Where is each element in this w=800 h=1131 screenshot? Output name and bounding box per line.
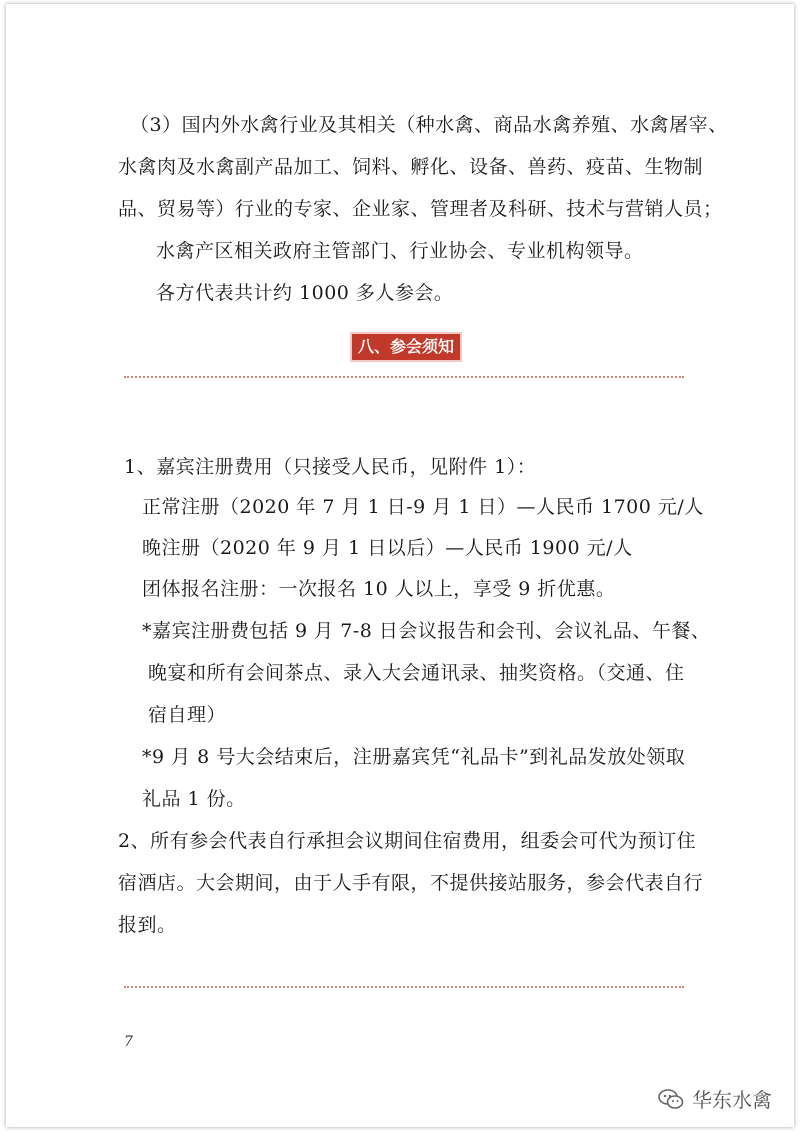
divider-bottom [124, 986, 684, 988]
notice-line: 宿酒店。大会期间，由于人手有限，不提供接站服务，参会代表自行 [118, 872, 704, 894]
text-line: 水禽肉及水禽副产品加工、饲料、孵化、设备、兽药、疫苗、生物制 [118, 156, 704, 178]
text-line: 品、贸易等）行业的专家、企业家、管理者及科研、技术与营销人员； [118, 198, 723, 220]
notice-line: 正常注册（2020 年 7 月 1 日-9 月 1 日）—人民币 1700 元/人 [142, 496, 704, 518]
notice-line: 晚宴和所有会间茶点、录入大会通讯录、抽奖资格。（交通、住 [148, 662, 685, 684]
page-number: 7 [124, 1034, 133, 1050]
notice-line: 2、所有参会代表自行承担会议期间住宿费用，组委会可代为预订住 [118, 830, 697, 852]
notice-line: 报到。 [118, 914, 177, 936]
text-line: 水禽产区相关政府主管部门、行业协会、专业机构领导。 [156, 240, 644, 262]
watermark-text: 华东水禽 [692, 1088, 772, 1112]
notice-line: 1、嘉宾注册费用（只接受人民币，见附件 1）： [124, 456, 537, 478]
notice-line: *嘉宾注册费包括 9 月 7-8 日会议报告和会刊、会议礼品、午餐、 [142, 620, 711, 642]
divider-top [124, 376, 684, 378]
text-line: （3）国内外水禽行业及其相关（种水禽、商品水禽养殖、水禽屠宰、 [130, 114, 728, 136]
document-page [6, 4, 794, 1127]
notice-line: 晚注册（2020 年 9 月 1 日以后）—人民币 1900 元/人 [142, 537, 633, 559]
notice-line: 宿自理） [148, 704, 227, 726]
watermark [658, 1084, 772, 1113]
text-line: 各方代表共计约 1000 多人参会。 [156, 282, 454, 304]
notice-line: *9 月 8 号大会结束后，注册嘉宾凭“礼品卡”到礼品发放处领取 [142, 746, 686, 768]
section-title: 八、参会须知 [350, 332, 462, 362]
notice-line: 团体报名注册：一次报名 10 人以上，享受 9 折优惠。 [142, 578, 616, 600]
wechat-icon [658, 1088, 684, 1110]
notice-line: 礼品 1 份。 [142, 788, 246, 810]
